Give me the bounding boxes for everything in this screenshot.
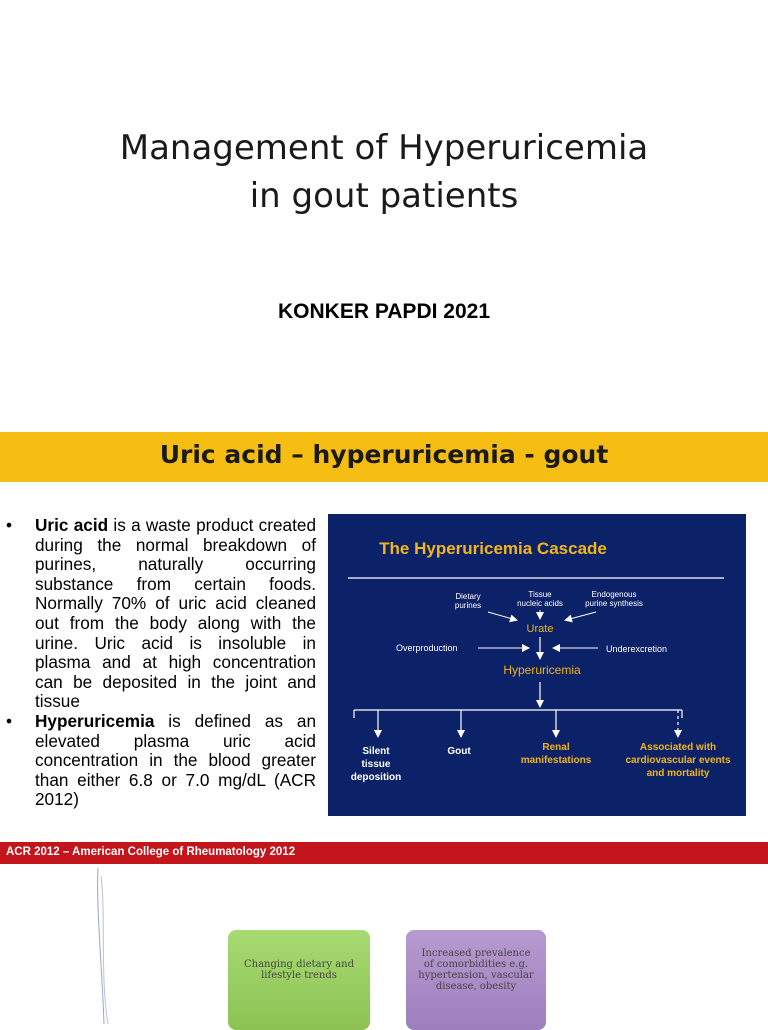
outcome-renal: Renal manifestations — [520, 742, 592, 766]
outcome-associated: Associated with cardiovascular events and mortality — [625, 742, 731, 779]
footnote-text: ACR 2012 – American College of Rheumatology 2012 — [6, 846, 296, 858]
decorative-lines — [90, 866, 120, 1024]
bullet-term: Uric acid — [35, 515, 109, 535]
underexcretion-label: Underexcretion — [606, 644, 668, 654]
slide-subtitle: KONKER PAPDI 2021 — [277, 300, 490, 323]
arrow-endogenous — [566, 612, 596, 620]
hyperuricemia-cascade-diagram — [328, 514, 746, 816]
bullet-list — [0, 516, 316, 810]
bullet-hyperuricemia — [0, 712, 316, 810]
bullet-dot: • — [6, 710, 13, 731]
outcome-silent: Silent tissue deposition — [350, 746, 402, 783]
overproduction-label: Overproduction — [396, 643, 458, 653]
source-dietary: Dietary purines — [454, 592, 482, 610]
slide-title-line-1: Management of Hyperuricemia — [119, 128, 649, 168]
box-comorbidities-text: Increased prevalence of comorbidities e.g. hypertension, vascular disease, obesity — [418, 948, 534, 992]
bullet-text: is a waste product created during the normal breakdown of purines, naturally occurring substance from certain foods. Normally 70% of uric acid cleaned out from the body along with the urine. Uric acid is insoluble in plasma and at high concentration can be deposited in the joint and tissue — [35, 515, 316, 712]
slide-title — [0, 124, 768, 220]
title-slide — [0, 0, 768, 430]
outcome-gout: Gout — [447, 746, 471, 757]
urate-label: Urate — [526, 623, 554, 635]
bullet-dot: • — [6, 515, 13, 535]
arrow-dietary — [488, 612, 516, 620]
box-comorbidities — [406, 930, 546, 1030]
bullet-uric-acid — [0, 516, 316, 712]
diagram-title: The Hyperuricemia Cascade — [379, 539, 607, 558]
source-endogenous: Endogenous purine synthesis — [585, 590, 643, 608]
hyperuricemia-label: Hyperuricemia — [503, 663, 581, 677]
bullet-term: Hyperuricemia — [35, 710, 155, 731]
box-dietary-trends-text: Changing dietary and lifestyle trends — [243, 959, 355, 981]
source-tissue: Tissue nucleic acids — [517, 590, 563, 608]
bullet-text: is defined as an elevated plasma uric acid concentration in the blood greater than either 6.8 or 7.0 mg/dL (ACR 2012) — [35, 710, 316, 810]
cascade-svg — [328, 514, 746, 816]
slide-title-line-2: in gout patients — [249, 176, 519, 216]
slide-heading: Uric acid – hyperuricemia - gout — [159, 440, 609, 469]
box-dietary-trends — [228, 930, 370, 1030]
